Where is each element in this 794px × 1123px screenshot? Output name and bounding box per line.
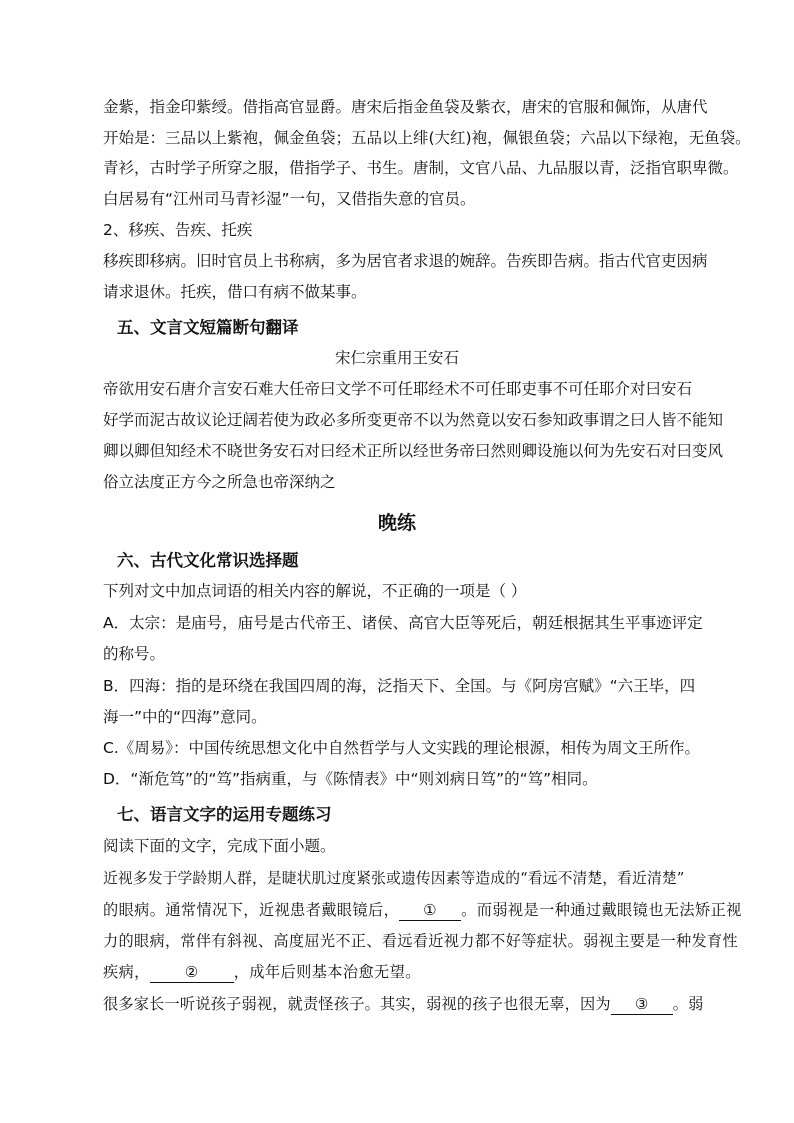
option-d: D．“渐危笃”的“笃”指病重，与《陈情表》中“则刘病日笃”的“笃”相同。 bbox=[103, 770, 598, 788]
passage-p2-line1-end: 。弱 bbox=[672, 995, 704, 1013]
passage-p1-line4-end: ，成年后则基本治愈无望。 bbox=[233, 963, 421, 981]
section7-instruction: 阅读下面的文字，完成下面小题。 bbox=[103, 837, 336, 855]
passage-p1-line4 bbox=[103, 962, 421, 983]
item-2-title: 2、移疾、告疾、托疾 bbox=[103, 221, 253, 239]
passage-p2-line1 bbox=[103, 994, 704, 1015]
blank-2[interactable]: ② bbox=[150, 962, 234, 983]
passage-p1-line2-start: 的眼病。通常情况下，近视患者戴眼镜后， bbox=[103, 901, 400, 919]
paragraph-qingshan-line1: 青衫，古时学子所穿之服，借指学子、书生。唐制，文官八品、九品服以青，泛指官职卑微。 bbox=[103, 159, 739, 177]
option-c: C.《周易》：中国传统思想文化中自然哲学与人文实践的理论根源，相传为周文王所作。 bbox=[103, 739, 701, 757]
passage-p2-line1-start: 很多家长一听说孩子弱视，就责怪孩子。其实，弱视的孩子也很无辜，因为 bbox=[103, 995, 611, 1013]
section5-passage-title: 宋仁宗重用王安石 bbox=[334, 349, 459, 367]
section5-line4: 俗立法度正方今之所急也帝深纳之 bbox=[103, 473, 336, 491]
item-2-line1: 移疾即移病。旧时官员上书称病，多为居官者求退的婉辞。告疾即告病。指古代官吏因病 bbox=[103, 252, 708, 270]
passage-p1-line3: 力的眼病，常伴有斜视、高度屈光不正、看远看近视力都不好等症状。弱视主要是一种发育性 bbox=[103, 932, 738, 950]
passage-p1-line4-start: 疾病， bbox=[103, 963, 150, 981]
blank-1[interactable]: ① bbox=[399, 900, 461, 921]
section5-line3: 卿以卿但知经术不晓世务安石对曰经术正所以经世务帝曰然则卿设施以何为先安石对曰变风 bbox=[103, 442, 724, 460]
evening-title: 晚练 bbox=[377, 512, 416, 534]
section5-line1: 帝欲用安石唐介言安石难大任帝曰文学不可任耶经术不可任耶吏事不可任耶介对曰安石 bbox=[103, 380, 693, 398]
option-b-line2: 海一”中的“四海”意同。 bbox=[103, 708, 267, 726]
passage-p1-line2 bbox=[103, 900, 742, 921]
section6-heading: 六、古代文化常识选择题 bbox=[117, 551, 299, 570]
section6-question: 下列对文中加点词语的相关内容的解说，不正确的一项是（ ） bbox=[103, 582, 527, 600]
section7-heading: 七、语言文字的运用专题练习 bbox=[117, 805, 332, 824]
passage-p1-line2-end: 。而弱视是一种通过戴眼镜也无法矫正视 bbox=[461, 901, 742, 919]
option-b-line1: B．四海：指的是环绕在我国四周的海，泛指天下、全国。与《阿房宫赋》“六王毕，四 bbox=[103, 677, 696, 695]
section5-heading: 五、文言文短篇断句翻译 bbox=[117, 318, 299, 337]
section5-line2: 好学而泥古故议论迂阔若使为政必多所变更帝不以为然竟以安石参知政事谓之曰人皆不能知 bbox=[103, 411, 724, 429]
item-2-line2: 请求退休。托疾，借口有病不做某事。 bbox=[103, 283, 367, 301]
passage-p1-line1: 近视多发于学龄期人群，是睫状肌过度紧张或遗传因素等造成的“看远不清楚，看近清楚” bbox=[103, 870, 685, 887]
paragraph-jinzi-line1: 金紫，指金印紫绶。借指高官显爵。唐宋后指金鱼袋及紫衣，唐宋的官服和佩饰，从唐代 bbox=[103, 98, 708, 116]
paragraph-qingshan-line2: 白居易有“江州司马青衫湿”一句，又借指失意的官员。 bbox=[103, 190, 476, 208]
blank-3[interactable]: ③ bbox=[611, 994, 673, 1015]
option-a-line2: 的称号。 bbox=[103, 645, 166, 663]
paragraph-jinzi-line2: 开始是：三品以上紫袍，佩金鱼袋；五品以上绯(大红)袍，佩银鱼袋；六品以下绿袍，无鱼袋。 bbox=[103, 129, 751, 147]
option-a-line1: A．太宗：是庙号，庙号是古代帝王、诸侯、高官大臣等死后，朝廷根据其生平事迹评定 bbox=[103, 614, 703, 632]
